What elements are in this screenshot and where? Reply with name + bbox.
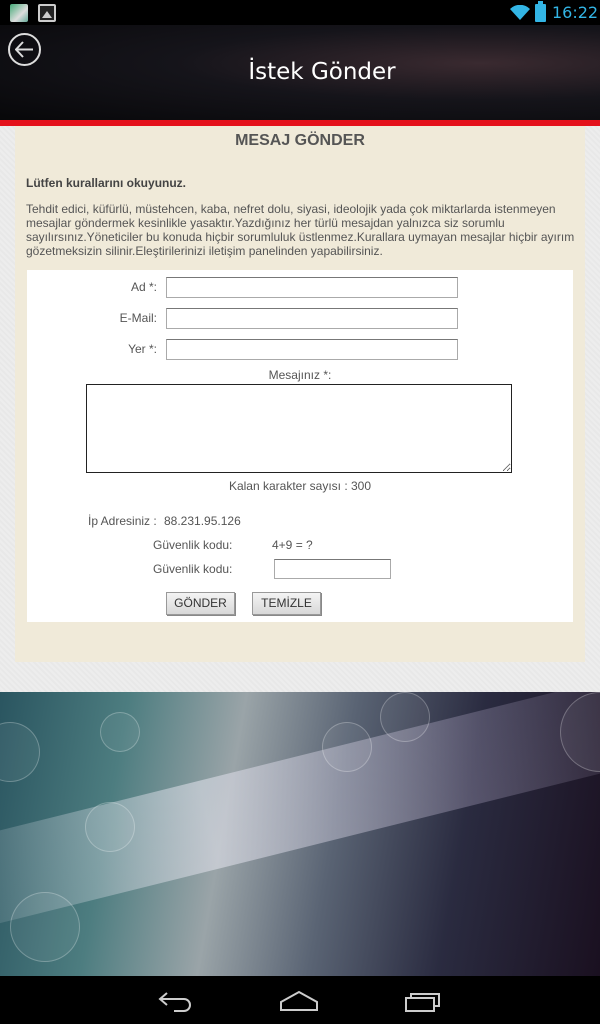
ip-label: İp Adresiniz : [88,514,157,528]
wallpaper-bubble [380,692,430,742]
back-arrow-icon [15,41,34,58]
message-textarea[interactable] [86,384,512,473]
navigation-bar [0,976,600,1024]
security-answer-label: Güvenlik kodu: [153,562,233,576]
remaining-chars: Kalan karakter sayısı : 300 [228,479,372,493]
clock: 16:22 [552,3,599,22]
wallpaper [0,692,600,976]
wifi-icon [510,5,530,21]
home-nav-icon[interactable] [280,990,318,1012]
security-question: 4+9 = ? [272,538,313,552]
security-code-label: Güvenlik kodu: [153,538,233,552]
message-form [27,270,573,622]
email-input[interactable] [166,308,458,329]
action-bar [0,25,600,121]
wallpaper-bubble [0,722,40,782]
security-answer-input[interactable] [274,559,391,579]
back-nav-icon[interactable] [158,990,192,1012]
rules-text: Tehdit edici, küfürlü, müstehcen, kaba, nefret dolu, siyasi, ideolojik yada çok miktarlarda istenmeyen mesajlar göndermek kesinlikle yasaktır.Yazdığınız her türlü mesajdan yalnızca siz sorumlu sayılırsınız.Yöneticiler bu konuda hiçbir sorumluluk üstlenmez.Kurallara uymayan mesajlar hiçbir ayırım gözetmeksizin silinir.Eleştirilerinizi iletişim panelinden yapabilirsiniz. [26,202,575,258]
rules-heading: Lütfen kurallarını okuyunuz. [26,176,187,190]
app-notification-icon [10,4,28,22]
panel-title: MESAJ GÖNDER [235,132,365,149]
battery-icon [535,4,546,22]
image-notification-icon [38,4,56,22]
wallpaper-bubble [100,712,140,752]
message-label: Mesajınız *: [268,368,332,382]
wallpaper-bubble [10,892,80,962]
wallpaper-bubble [322,722,372,772]
location-input[interactable] [166,339,458,360]
clear-button[interactable]: TEMİZLE [252,592,321,615]
status-bar [0,0,600,25]
name-input[interactable] [166,277,458,298]
page-title: İstek Gönder [248,59,396,85]
ip-value: 88.231.95.126 [164,514,241,528]
name-label: Ad *: [130,280,157,294]
email-label: E-Mail: [119,311,157,325]
recent-apps-icon[interactable] [405,990,443,1012]
submit-button[interactable]: GÖNDER [166,592,235,615]
location-label: Yer *: [128,342,157,356]
wallpaper-bubble [85,802,135,852]
